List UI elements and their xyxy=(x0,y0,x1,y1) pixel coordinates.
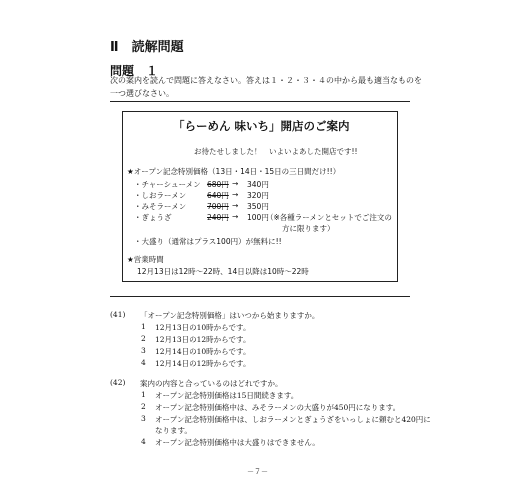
question-text: 「オープン記念特別価格」はいつから始まりますか。 xyxy=(140,311,320,320)
option-number[interactable]: 3 xyxy=(141,414,146,423)
instruction-line-1: 次の案内を読んで問題に答えなさい。答えは１・２・３・４の中から最も適当なものを xyxy=(110,76,422,85)
option-number[interactable]: 1 xyxy=(141,322,146,331)
problem-label: 問題 １ xyxy=(110,64,159,78)
menu-item-name: ・ぎょうざ xyxy=(134,213,172,222)
option-text[interactable]: 12月14日の10時からです。 xyxy=(155,347,251,356)
option-number[interactable]: 4 xyxy=(141,358,146,367)
gyoza-note-line-2: 方に限ります） xyxy=(282,224,335,233)
menu-item-old-price: 700円 xyxy=(207,202,229,211)
price-arrow: → xyxy=(232,212,239,221)
large-serving-note: ・大盛り（通常はプラス100円）が無料に!! xyxy=(134,237,282,246)
menu-item-name: ・しおラーメン xyxy=(134,191,187,200)
menu-item-old-price: 680円 xyxy=(207,180,229,189)
page-number: －７－ xyxy=(247,468,268,476)
menu-item-name: ・みそラーメン xyxy=(134,202,187,211)
option-text[interactable]: 12月14日の12時からです。 xyxy=(155,359,251,368)
instruction-line-2: 一つ選びなさい。 xyxy=(110,89,174,98)
hours-heading: ★営業時間 xyxy=(127,255,164,264)
menu-item-old-price: 640円 xyxy=(207,191,229,200)
notice-title: 「らーめん 味いち」開店のご案内 xyxy=(173,119,350,133)
hours-text: 12月13日は12時〜22時、14日以降は10時〜22時 xyxy=(137,267,309,276)
option-text[interactable]: 12月13日の10時からです。 xyxy=(155,323,251,332)
question-number: (41) xyxy=(110,310,126,319)
price-arrow: → xyxy=(232,201,239,210)
menu-item-new-price: 340円 xyxy=(247,180,269,189)
option-number[interactable]: 1 xyxy=(141,390,146,399)
divider-bottom xyxy=(110,296,410,297)
option-text[interactable]: オープン記念特別価格中は、しおラーメンとぎょうざをいっしょに頼むと420円に xyxy=(155,415,431,424)
menu-item-name: ・チャーシューメン xyxy=(134,180,201,189)
option-number[interactable]: 2 xyxy=(141,402,146,411)
option-number[interactable]: 4 xyxy=(141,437,146,446)
gyoza-note: （※各種ラーメンとセットでご注文の xyxy=(266,213,392,222)
option-text[interactable]: オープン記念特別価格中は、みそラーメンの大盛りが450円になります。 xyxy=(155,403,401,412)
menu-item-new-price: 350円 xyxy=(247,202,269,211)
option-text[interactable]: 12月13日の12時からです。 xyxy=(155,335,251,344)
menu-item-new-price: 320円 xyxy=(247,191,269,200)
menu-item-new-price: 100円 xyxy=(247,213,269,222)
price-arrow: → xyxy=(232,190,239,199)
question-number: (42) xyxy=(110,378,126,387)
price-arrow: → xyxy=(232,179,239,188)
menu-item-old-price: 240円 xyxy=(207,213,229,222)
option-number[interactable]: 2 xyxy=(141,334,146,343)
option-text[interactable]: オープン記念特別価格中は大盛りはできません。 xyxy=(155,438,320,447)
option-text-continued[interactable]: なります。 xyxy=(155,426,192,435)
question-text: 案内の内容と合っているのはどれですか。 xyxy=(140,379,283,388)
option-text[interactable]: オープン記念特別価格は15日間続きます。 xyxy=(155,391,299,400)
campaign-heading: ★オープン記念特別価格（13日・14日・15日の三日間だけ!!） xyxy=(127,167,341,176)
section-title: Ⅱ 読解問題 xyxy=(110,40,184,55)
notice-welcome: お待たせしました！ いよいよあした開店です!! xyxy=(194,147,358,156)
option-number[interactable]: 3 xyxy=(141,346,146,355)
divider-top xyxy=(110,101,410,102)
